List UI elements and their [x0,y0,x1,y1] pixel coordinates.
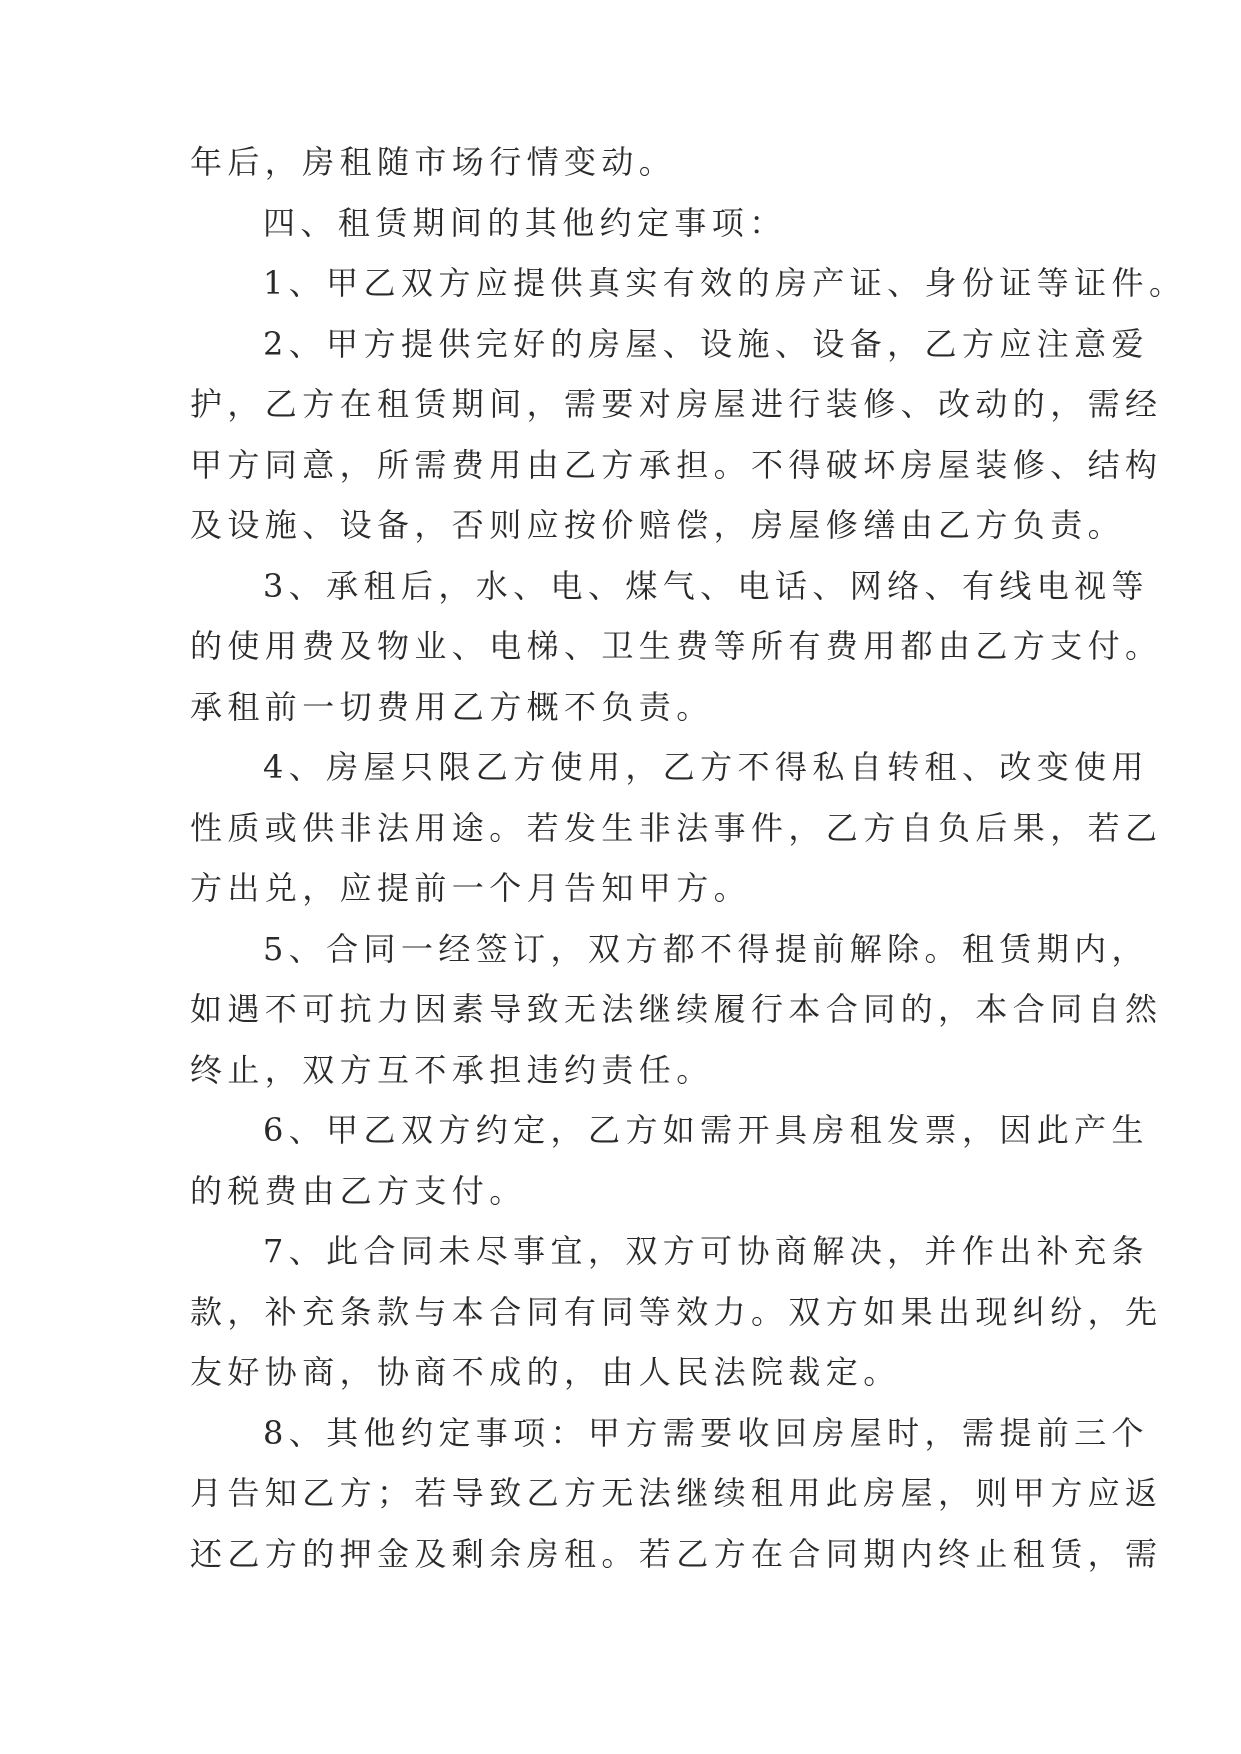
clause-3-line: 承租前一切费用乙方概不负责。 [190,687,714,726]
clause-8-line: 月告知乙方；若导致乙方无法继续租用此房屋，则甲方应返 [190,1474,1163,1512]
clause-2-line: 2、甲方提供完好的房屋、设施、设备，乙方应注意爱 [263,324,1149,363]
clause-7-line: 7、此合同未尽事宜，双方可协商解决，并作出补充条 [263,1232,1149,1270]
clause-6-line: 6、甲乙双方约定，乙方如需开具房租发票，因此产生 [263,1111,1149,1149]
text-line: 年后，房租随市场行情变动。 [190,143,677,181]
clause-2-line: 甲方同意，所需费用由乙方承担。不得破坏房屋装修、结构 [190,445,1163,484]
clause-8-line: 还乙方的押金及剩余房租。若乙方在合同期内终止租赁，需 [190,1534,1163,1573]
clause-5-line: 5、合同一经签订，双方都不得提前解除。租赁期内， [263,929,1149,968]
clause-2-line: 及设施、设备，否则应按价赔偿，房屋修缮由乙方负责。 [190,506,1126,544]
clause-3-line: 的使用费及物业、电梯、卫生费等所有费用都由乙方支付。 [190,627,1163,665]
clause-7-line: 款，补充条款与本合同有同等效力。双方如果出现纠纷，先 [190,1292,1163,1331]
clause-8-line: 8、其他约定事项：甲方需要收回房屋时，需提前三个 [263,1413,1149,1452]
clause-4-line: 性质或供非法用途。若发生非法事件，乙方自负后果，若乙 [190,808,1163,847]
clause-5-line: 终止，双方互不承担违约责任。 [190,1050,714,1089]
clause-4-line: 方出兑，应提前一个月告知甲方。 [190,869,752,907]
clause-7-line: 友好协商，协商不成的，由人民法院裁定。 [190,1353,901,1391]
section-heading: 四、租赁期间的其他约定事项： [263,203,787,242]
clause-1-line: 1、甲乙双方应提供真实有效的房产证、身份证等证件。 [263,264,1187,302]
document-page [190,132,1187,1584]
clause-3-line: 3、承租后，水、电、煤气、电话、网络、有线电视等 [263,566,1149,605]
clause-6-line: 的税费由乙方支付。 [190,1171,527,1210]
clause-2-line: 护，乙方在租赁期间，需要对房屋进行装修、改动的，需经 [190,385,1163,423]
clause-4-line: 4、房屋只限乙方使用，乙方不得私自转租、改变使用 [263,748,1149,786]
clause-5-line: 如遇不可抗力因素导致无法继续履行本合同的，本合同自然 [190,990,1163,1028]
